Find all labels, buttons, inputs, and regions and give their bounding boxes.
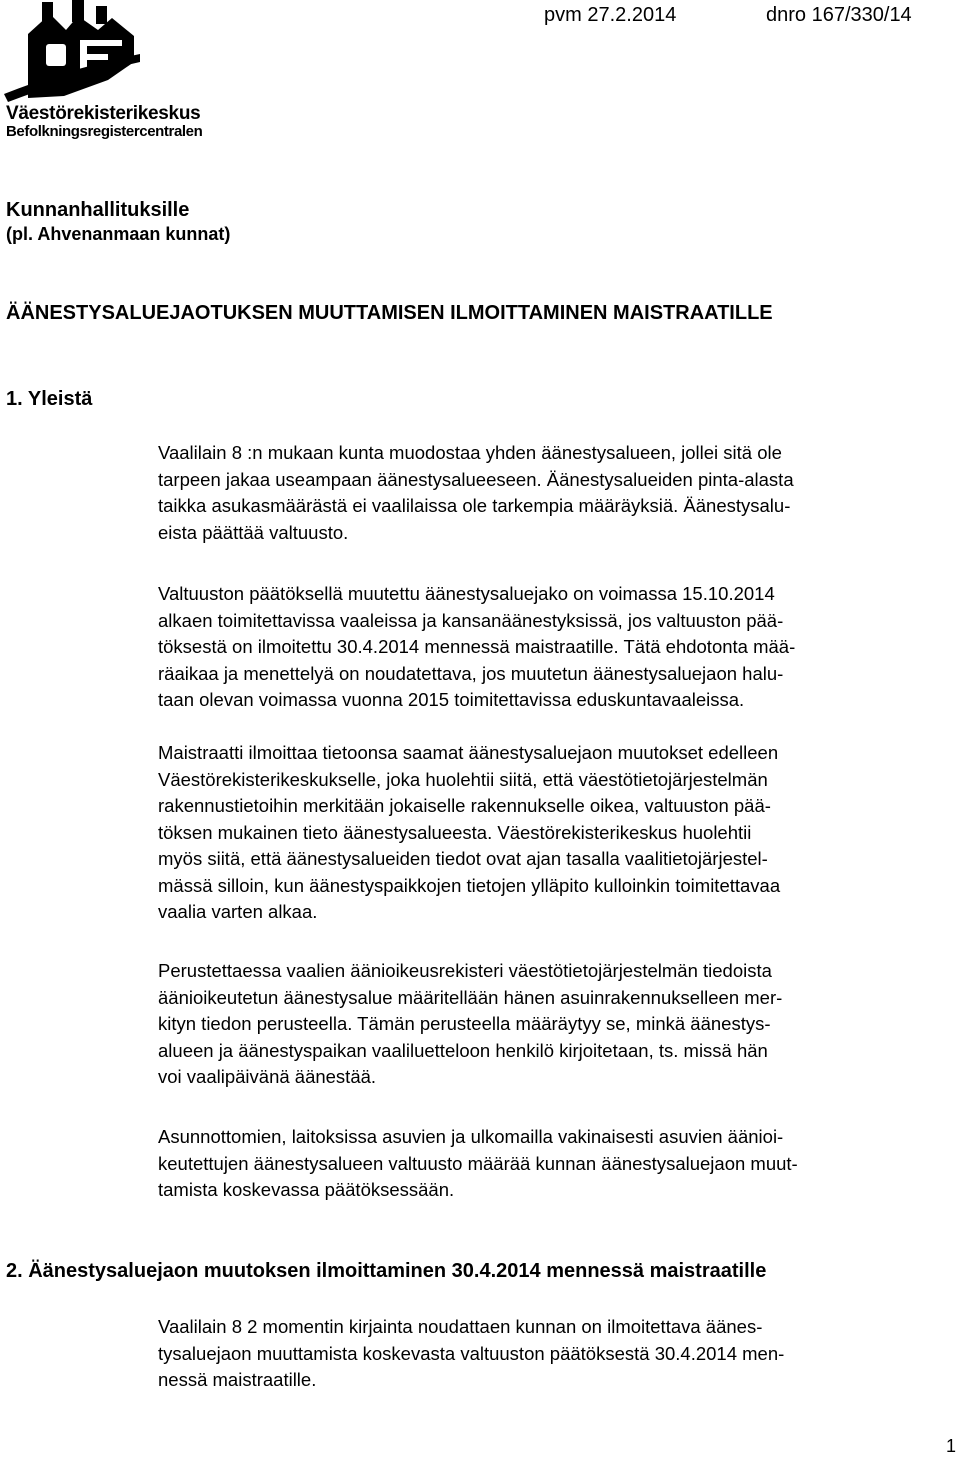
text-line: räaikaa ja menettelyä on noudatettava, jos muutetun äänestysaluejaon halu- bbox=[158, 662, 784, 684]
document-reference-number: dnro 167/330/14 bbox=[766, 4, 912, 26]
section-2-heading: 2. Äänestysaluejaon muutoksen ilmoittaminen 30.4.2014 mennessä maistraatille bbox=[6, 1260, 767, 1282]
recipient-line-2: (pl. Ahvenanmaan kunnat) bbox=[6, 224, 231, 244]
section-2-paragraph-1 bbox=[158, 1314, 958, 1394]
text-line: Valtuuston päätöksellä muutettu äänestysaluejako on voimassa 15.10.2014 bbox=[158, 583, 775, 604]
section-1-paragraph-3 bbox=[158, 740, 958, 926]
text-line: kityn tiedon perusteella. Tämän perusteella määräytyy se, minkä äänestys- bbox=[158, 1013, 771, 1034]
text-line: nessä maistraatille. bbox=[158, 1369, 317, 1390]
text-line: Väestörekisterikeskukselle, joka huolehtii siitä, että väestötietojärjestelmän bbox=[158, 768, 768, 790]
document-date: pvm 27.2.2014 bbox=[544, 4, 677, 26]
text-line: voi vaalipäivänä äänestää. bbox=[158, 1066, 377, 1087]
text-line: alueen ja äänestyspaikan vaaliluetteloon henkilö kirjoitetaan, ts. missä hän bbox=[158, 1039, 768, 1061]
section-1-heading: 1. Yleistä bbox=[6, 388, 93, 410]
text-line: taan olevan voimassa vuonna 2015 toimitettavissa eduskuntavaaleissa. bbox=[158, 689, 745, 710]
text-line: Vaalilain 8 :n mukaan kunta muodostaa yhden äänestysalueen, jollei sitä ole bbox=[158, 442, 782, 463]
organization-logo bbox=[4, 0, 204, 145]
text-line: myös siitä, että äänestysalueiden tiedot ovat ajan tasalla vaalitietojärjestel- bbox=[158, 848, 768, 869]
section-1-paragraph-2 bbox=[158, 581, 958, 714]
page-number: 1 bbox=[946, 1436, 957, 1456]
text-line: rakennustietoihin merkitään jokaiselle rakennukselle oikea, valtuuston pää- bbox=[158, 795, 771, 816]
text-line: töksestä on ilmoitettu 30.4.2014 mennessä maistraatille. Tätä ehdotonta mää- bbox=[158, 636, 796, 657]
text-line: vaalia varten alkaa. bbox=[158, 901, 318, 922]
text-line: Perustettaessa vaalien äänioikeusrekisteri väestötietojärjestelmän tiedoista bbox=[158, 960, 772, 981]
text-line: taikka asukasmäärästä ei vaalilaissa ole tarkempia määräyksiä. Äänestysalu- bbox=[158, 495, 791, 516]
text-line: tarpeen jakaa useampaan äänestysalueeseen. Äänestysalueiden pinta-alasta bbox=[158, 468, 794, 490]
text-line: Maistraatti ilmoittaa tietoonsa saamat äänestysaluejaon muutokset edelleen bbox=[158, 742, 779, 763]
section-1-paragraph-1 bbox=[158, 440, 958, 546]
text-line: tysaluejaon muuttamista koskevasta valtuuston päätöksestä 30.4.2014 men- bbox=[158, 1342, 785, 1364]
recipient-line-1: Kunnanhallituksille bbox=[6, 199, 190, 221]
logo-organization-subname: Befolkningsregistercentralen bbox=[6, 123, 203, 140]
logo-organization-name: Väestörekisterikeskus bbox=[6, 103, 201, 124]
text-line: keutettujen äänestysalueen valtuusto määrää kunnan äänestysaluejaon muut- bbox=[158, 1152, 798, 1174]
text-line: töksen mukainen tieto äänestysalueesta. Väestörekisterikeskus huolehtii bbox=[158, 821, 752, 843]
vrk-houses-logo-icon bbox=[4, 0, 144, 102]
text-line: Asunnottomien, laitoksissa asuvien ja ulkomailla vakinaisesti asuvien äänioi- bbox=[158, 1126, 784, 1147]
text-line: eista päättää valtuusto. bbox=[158, 521, 349, 543]
text-line: alkaen toimitettavissa vaaleissa ja kansanäänestyksissä, jos valtuuston pää- bbox=[158, 609, 784, 631]
recipient-block bbox=[6, 198, 230, 246]
text-line: tamista koskevassa päätöksessään. bbox=[158, 1179, 455, 1200]
text-line: Vaalilain 8 2 momentin kirjainta noudattaen kunnan on ilmoitettava äänes- bbox=[158, 1316, 763, 1337]
section-1-paragraph-5 bbox=[158, 1124, 958, 1204]
document-title: ÄÄNESTYSALUEJAOTUKSEN MUUTTAMISEN ILMOITTAMINEN MAISTRAATILLE bbox=[6, 302, 773, 324]
section-1-paragraph-4 bbox=[158, 958, 958, 1091]
text-line: äänioikeutetun äänestysalue määritellään hänen asuinrakennukselleen mer- bbox=[158, 986, 783, 1008]
text-line: mässä silloin, kun äänestyspaikkojen tietojen ylläpito kulloinkin toimitettavaa bbox=[158, 874, 781, 896]
